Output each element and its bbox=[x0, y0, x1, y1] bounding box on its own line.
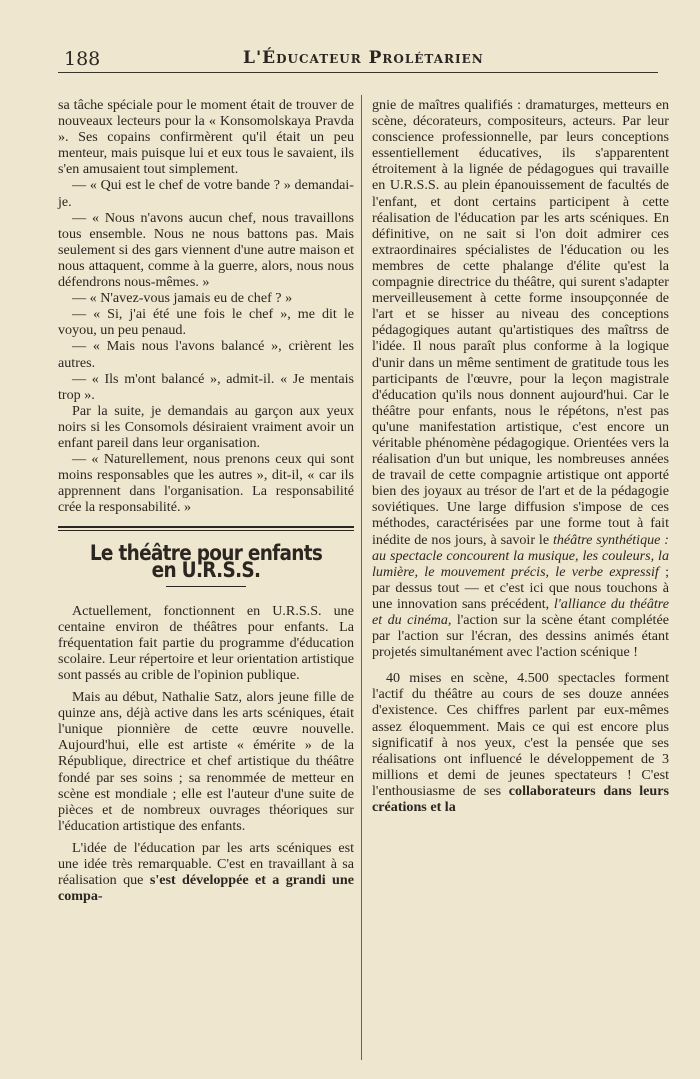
paragraph: Actuellement, fonctionnent en U.R.S.S. une centaine environ de théâtres pour enfants. La fréquentation fait partie du programme d'éducation scolaire. Leur répertoire et leur orientation artistique sont passés au crible de l'opinion publique. bbox=[58, 602, 354, 683]
paragraph-bold-text: s'est développée et a grandi une compa- bbox=[58, 872, 354, 905]
running-title: L'Éducateur Prolétarien bbox=[243, 48, 484, 68]
paragraph: — « Ils m'ont balancé », admit-il. « Je mentais trop ». bbox=[58, 370, 354, 403]
paragraph bbox=[372, 670, 669, 815]
paragraph-text: gnie de maîtres qualifiés : dramaturges, metteurs en scène, décorateurs, compositeurs, acteurs. Par leur conscience professionnelle, par leurs conceptions essentiellement éducatives, ils s'apparentent étroitement à la lignée de pédagogues qui travaille en U.R.S.S. au plein épanouissement de facultés de l'enfant, et dont certains participent à cette réalisation de l'éducation par les arts scéniques. En définitive, on ne sait si l'on doit admirer ces extraordinaires spécialistes de l'éducation ou les membres de cette phalange d'élite qu'est la compagnie directrice du théâtre, qui surent s'adapter merveilleusement à cette forme insoupçonnée de l'art et se hisser au niveau des conceptions pédagogiques autant qu'artistiques des maîtrss de l'idée. Il nous paraît plus conforme à la logique d'unir dans un même sentiment de gratitude tous les participants de l'œuvre, pour la leçon magistrale d'éducation qu'ils nous donnent aujourd'hui. Car le théâtre pour enfants, nous le répétons, n'est pas qu'une manifestation artistique, c'est encore un véritable phénomène pédagogique. Orientées vers la réalisation d'un but unique, les nombreuses années de travail de cette compagnie artistique ont apporté bien des joyaux au trésor de l'art et de la pédagogie soviétiques. Une large diffusion s'impose de ces méthodes, caractérisées par une forme tout à fait inédite de nos jours, à savoir le bbox=[372, 97, 669, 548]
paragraph bbox=[372, 97, 669, 660]
paragraph: — « N'avez-vous jamais eu de chef ? » bbox=[72, 290, 293, 307]
right-column bbox=[372, 97, 669, 815]
paragraph-text: 40 mises en scène, 4.500 spectacles forment l'actif du théâtre au cours de ses douze années d'existence. Ces chiffres parlent par eux-mêmes assez éloquemment. Mais ce qui est encore plus significatif à nos yeux, c'est la pensée que ses réalisations ont influencé le développement de 3 millions et demi de jeunes spectateurs ! C'est l'enthousiasme de ses bbox=[372, 670, 669, 799]
paragraph: Mais au début, Nathalie Satz, alors jeune fille de quinze ans, déjà active dans les arts scéniques, était l'unique pionnière de cette œuvre nouvelle. Aujourd'hui, elle est artiste « émérite » de la République, directrice et chef artistique du théâtre fondé par ses soins ; sa renommée de metteur en scène est mondiale ; elle est l'auteur d'une suite de pièces et de nombreux ouvrages théoriques sur l'éducation artistique des enfants. bbox=[58, 689, 354, 834]
italic-text: théâtre synthétique : au spectacle concourent la musique, les couleurs, la lumière, le mouvement précis, le verbe expressif bbox=[372, 531, 669, 580]
paragraph-text: L'idée de l'éducation par les arts scéniques est une idée très remarquable. C'est en travaillant à sa réalisation que bbox=[58, 839, 354, 889]
section-underline bbox=[166, 586, 246, 587]
paragraph: — « Naturellement, nous prenons ceux qui sont moins responsables que les autres », dit-il, « car ils apprennent dans l'organisation. La responsabilité crée la responsabilité. » bbox=[58, 451, 354, 516]
paragraph: — « Qui est le chef de votre bande ? » demandai-je. bbox=[58, 177, 354, 210]
paragraph: — « Si, j'ai été une fois le chef », me dit le voyou, un peu penaud. bbox=[58, 306, 354, 339]
paragraph bbox=[58, 840, 354, 904]
section-rule bbox=[58, 526, 354, 531]
page-number: 188 bbox=[64, 48, 101, 70]
italic-text: l'alliance du théâtre et du cinéma, bbox=[372, 595, 669, 628]
paragraph: — « Nous n'avons aucun chef, nous travaillons tous ensemble. Nous ne nous battons pas. Mais seulement si des gars viennent d'une autre maison et nous attaquent, comme à la guerre, alors, nous nous défendrons nous-mêmes. » bbox=[58, 209, 354, 291]
left-column bbox=[58, 97, 354, 904]
paragraph-bold-text: collaborateurs dans leurs créations et la bbox=[372, 782, 669, 816]
paragraph: — « Mais nous l'avons balancé », crièrent les autres. bbox=[58, 338, 354, 371]
section-title: Le théâtre pour enfants en U.R.S.S. bbox=[89, 541, 323, 582]
paragraph: Par la suite, je demandais au garçon aux yeux noirs si les Consomols désiraient vraiment avoir un enfant pareil dans leur organisation. bbox=[58, 402, 354, 451]
header-rule bbox=[58, 72, 658, 73]
paragraph-text: ; par dessus tout — et c'est ici que nous touchons à une innovation sans précédent, bbox=[372, 563, 669, 612]
column-divider bbox=[361, 95, 362, 1060]
paragraph-text: l'action sur la scène étant complétée par l'action sur l'écran, des dessins animés étant projetés simultanément avec l'action scénique ! bbox=[372, 612, 669, 661]
paragraph: sa tâche spéciale pour le moment était de trouver de nouveaux lecteurs pour la « Konsomolskaya Pravda ». Ses copains confirmèrent qu'il était un peu menteur, mais puisque lui et eux tous le savaient, ils s'en amusaient tout simplement. bbox=[58, 97, 354, 178]
page-header bbox=[58, 42, 658, 74]
